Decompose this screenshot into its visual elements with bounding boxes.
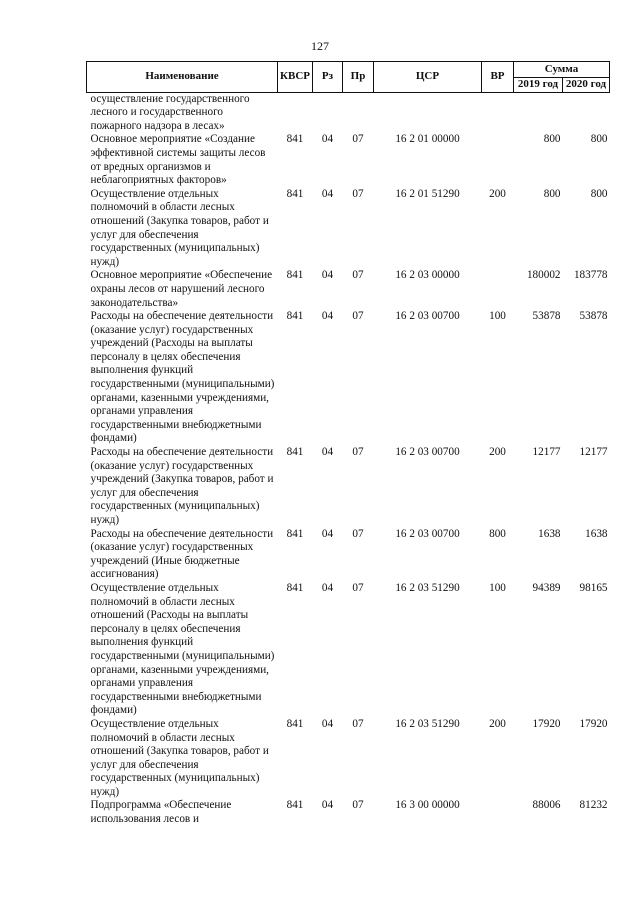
- row-csr: 16 3 00 00000: [395, 799, 460, 812]
- row-csr: 16 2 03 00000: [395, 269, 460, 282]
- row-pr: 07: [352, 187, 364, 200]
- row-vr: 200: [489, 187, 506, 200]
- row-csr: 16 2 03 51290: [395, 581, 460, 594]
- row-kvsr: 841: [286, 717, 304, 730]
- row-vr: 200: [489, 446, 506, 459]
- table-row: [87, 718, 610, 800]
- row-2020: 98165: [579, 581, 608, 594]
- row-vr: [482, 269, 514, 310]
- row-vr: [482, 799, 514, 826]
- table-row: [87, 582, 610, 718]
- page-number: 127: [311, 39, 329, 53]
- row-2020: 800: [590, 187, 608, 200]
- row-csr: 16 2 03 00700: [395, 446, 460, 459]
- row-rz: 04: [321, 133, 334, 146]
- header-pr: Пр: [343, 62, 374, 93]
- row-kvsr: 841: [286, 187, 304, 200]
- table-row: [87, 446, 610, 528]
- row-rz: 04: [321, 527, 334, 540]
- row-pr: 07: [352, 581, 364, 594]
- row-rz: 04: [321, 269, 334, 282]
- row-2020: 53878: [579, 310, 608, 323]
- header-2019: 2019 год: [514, 78, 563, 93]
- row-kvsr: 841: [286, 527, 304, 540]
- row-kvsr: [278, 92, 313, 133]
- row-2019: 800: [543, 133, 561, 146]
- row-pr: 07: [352, 799, 364, 812]
- row-vr: 800: [489, 527, 506, 540]
- row-rz: 04: [321, 581, 334, 594]
- header-csr: ЦСР: [374, 62, 482, 93]
- row-rz: 04: [321, 717, 334, 730]
- table-row: [87, 92, 610, 133]
- row-2019: 1638: [538, 527, 561, 540]
- row-vr: [482, 92, 514, 133]
- row-pr: 07: [352, 527, 364, 540]
- row-name: Основное мероприятие «Обеспечение охраны лесов от нарушений лесного законодательства»: [90, 269, 273, 309]
- row-2019: 94389: [532, 581, 561, 594]
- header-rz: Рз: [313, 62, 343, 93]
- row-csr: 16 2 01 51290: [395, 187, 460, 200]
- row-kvsr: 841: [286, 581, 304, 594]
- row-2019: 800: [543, 187, 561, 200]
- row-vr: 100: [489, 310, 506, 323]
- row-csr: 16 2 03 00700: [395, 527, 460, 540]
- row-csr: 16 2 01 00000: [395, 133, 460, 146]
- row-name: Основное мероприятие «Создание эффективной системы защиты лесов от вредных организмов и неблагоприятных факторов»: [90, 133, 266, 187]
- row-2019: 180002: [526, 269, 561, 282]
- row-pr: 07: [352, 310, 364, 323]
- row-2020: 17920: [579, 717, 608, 730]
- row-kvsr: 841: [286, 269, 304, 282]
- row-name: Расходы на обеспечение деятельности (оказание услуг) государственных учреждений (Расходы на выплаты персоналу в целях обеспечения выполнения функций государственными (муниципальными) органами, казенными учреждениями, органами управления государственными внебюджетными фондами): [90, 310, 275, 445]
- table-row: [87, 133, 610, 187]
- row-2019: 88006: [532, 799, 561, 812]
- row-2020: 81232: [579, 799, 608, 812]
- row-name: Осуществление отдельных полномочий в области лесных отношений (Закупка товаров, работ и услуг для обеспечения государственных (муниципальных) нужд): [90, 187, 269, 268]
- row-csr: [374, 92, 482, 133]
- header-sum: Сумма: [514, 62, 610, 78]
- row-name: Осуществление отдельных полномочий в области лесных отношений (Расходы на выплаты персоналу в целях обеспечения выполнения функций государственными (муниципальными) органами, казенными учреждениями, органами управления государственными внебюджетными фондами): [90, 581, 275, 717]
- table-row: [87, 799, 610, 826]
- row-2020: [563, 92, 610, 133]
- row-name: Расходы на обеспечение деятельности (оказание услуг) государственных учреждений (Иные бюджетные ассигнования): [90, 527, 274, 581]
- row-kvsr: 841: [286, 310, 304, 323]
- row-vr: 100: [489, 581, 506, 594]
- header-kvsr: КВСР: [278, 62, 313, 93]
- row-2020: 183778: [573, 269, 608, 282]
- row-rz: 04: [321, 187, 334, 200]
- header-vr: ВР: [482, 62, 514, 93]
- row-vr: [482, 133, 514, 187]
- row-2019: 12177: [532, 446, 561, 459]
- row-pr: 07: [352, 717, 364, 730]
- table-row: [87, 269, 610, 310]
- row-vr: 200: [489, 717, 506, 730]
- budget-table: [86, 61, 610, 827]
- header-2020: 2020 год: [563, 78, 610, 93]
- row-csr: 16 2 03 00700: [395, 310, 460, 323]
- row-2020: 1638: [585, 527, 608, 540]
- row-name: осуществление государственного лесного и государственного пожарного надзора в лесах»: [90, 92, 250, 132]
- row-rz: 04: [321, 799, 334, 812]
- row-name: Расходы на обеспечение деятельности (оказание услуг) государственных учреждений (Закупка товаров, работ и услуг для обеспечения государственных (муниципальных) нужд): [90, 446, 274, 526]
- row-name: Осуществление отдельных полномочий в области лесных отношений (Закупка товаров, работ и услуг для обеспечения государственных (муниципальных) нужд): [90, 717, 269, 798]
- header-name: Наименование: [87, 62, 278, 93]
- table-header: [87, 62, 610, 93]
- row-rz: [313, 92, 343, 133]
- row-rz: 04: [321, 446, 334, 459]
- row-kvsr: 841: [286, 446, 304, 459]
- row-2019: [514, 92, 563, 133]
- row-rz: 04: [321, 310, 334, 323]
- table-row: [87, 310, 610, 446]
- table-row: [87, 528, 610, 582]
- row-pr: [343, 92, 374, 133]
- row-csr: 16 2 03 51290: [395, 717, 460, 730]
- row-pr: 07: [352, 269, 364, 282]
- row-2020: 800: [590, 133, 608, 146]
- table-row: [87, 188, 610, 270]
- row-pr: 07: [352, 446, 364, 459]
- row-2019: 53878: [532, 310, 561, 323]
- row-name: Подпрограмма «Обеспечение использования лесов и: [90, 799, 232, 826]
- row-kvsr: 841: [286, 133, 304, 146]
- table-body: [87, 92, 610, 827]
- row-pr: 07: [352, 133, 364, 146]
- row-2019: 17920: [532, 717, 561, 730]
- row-2020: 12177: [579, 446, 608, 459]
- row-kvsr: 841: [286, 799, 304, 812]
